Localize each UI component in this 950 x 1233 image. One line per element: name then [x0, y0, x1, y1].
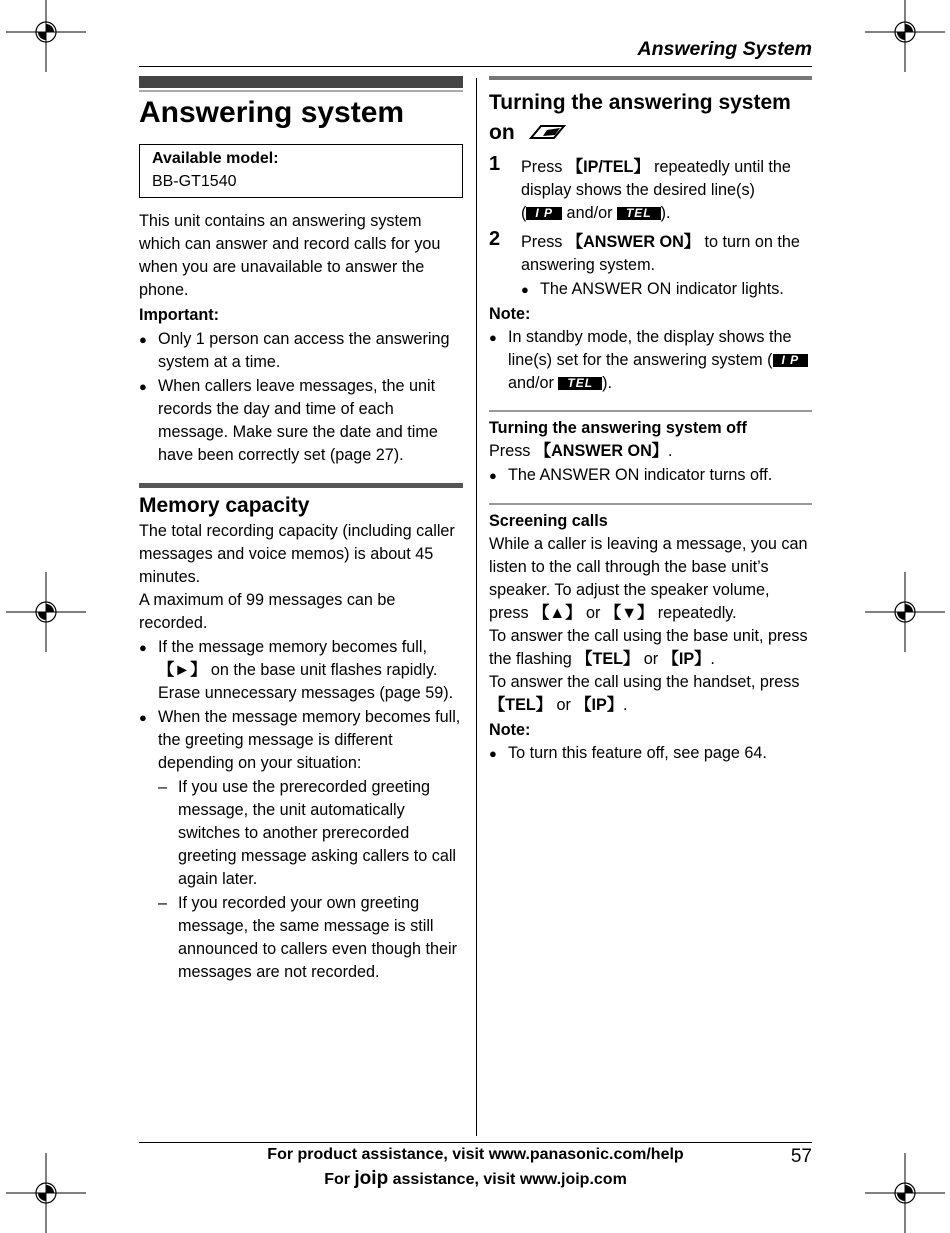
memory-heading: Memory capacity [139, 494, 310, 517]
footer-line-1: For product assistance, visit www.panasonic.com/help [267, 1146, 684, 1163]
intro-paragraph: This unit contains an answering system which can answer and record calls for you when you are unavailable to answer the phone. [139, 212, 441, 299]
page-number: 57 [790, 1146, 812, 1167]
memory-bullet-1-pre: If the message memory becomes full, [158, 638, 427, 656]
off-instruction [489, 440, 812, 463]
model-label: Available model: [152, 150, 279, 167]
step-2 [489, 228, 812, 301]
screening-dot: . [710, 650, 715, 668]
note-pre: In standby mode, the display shows the line(s) set for the answering system ( [508, 328, 792, 369]
step-1-post: repeatedly until the display shows the desired line(s) [521, 158, 791, 199]
important-item-1: ● Only 1 person can access the answering system at a time. [139, 328, 463, 374]
screening-or-3: or [551, 696, 576, 714]
handset-icon [527, 120, 567, 150]
off-rule [489, 410, 812, 412]
play-key: 【►】 [158, 661, 207, 679]
turning-on-heading-text: Turning the answering system on [489, 91, 791, 144]
registration-mark-bottom-right [865, 1153, 945, 1233]
page-title: Answering system [139, 96, 405, 129]
note-and: and/or [508, 374, 559, 392]
screening-p2-pre: To answer the call using the base unit, press the flashing [489, 627, 808, 668]
column-divider [476, 78, 477, 1136]
screening-dot-2: . [623, 696, 628, 714]
title-bar-thin [139, 90, 463, 92]
note-close: ). [602, 374, 612, 392]
available-model-box [139, 144, 463, 198]
note-2-label: Note: [489, 721, 531, 739]
note-item [489, 326, 812, 395]
step-1-and: and/or [562, 204, 617, 222]
registration-mark-top-left [6, 0, 86, 72]
memory-dash-1: – If you use the prerecorded greeting message, the unit automatically switches to another prerecorded greeting message asking callers to call again later. [139, 776, 463, 891]
memory-bullet-1 [139, 636, 463, 705]
header-rule [139, 66, 812, 67]
note-label: Note: [489, 305, 531, 323]
turning-on-heading [489, 88, 812, 150]
model-value: BB-GT1540 [152, 173, 237, 190]
screening-paragraph-1 [489, 533, 812, 625]
ip-key: 【IP】 [662, 650, 711, 668]
step-1-open: ( [521, 204, 527, 222]
registration-mark-top-right [865, 0, 945, 72]
tel-key: 【TEL】 [576, 650, 640, 668]
tel-line-icon-2: TEL [558, 377, 602, 390]
ip-line-icon: I P [526, 207, 562, 220]
footer-line-2 [139, 1168, 812, 1190]
footer-line-2-post: assistance, visit www.joip.com [388, 1171, 627, 1188]
section-header-title: Answering System [637, 38, 812, 60]
title-bar-top [139, 76, 463, 88]
screening-p1-end: repeatedly. [653, 604, 737, 622]
screening-rule [489, 503, 812, 505]
screening-or: or [581, 604, 605, 622]
memory-paragraph-2: A maximum of 99 messages can be recorded. [139, 591, 396, 632]
tel-line-icon: TEL [617, 207, 661, 220]
right-column [489, 76, 812, 765]
memory-rule [139, 483, 463, 488]
footer-rule [139, 1142, 812, 1143]
screening-paragraph-2 [489, 625, 812, 671]
registration-mark-middle-left [6, 572, 86, 652]
important-label: Important: [139, 306, 220, 324]
off-post: . [668, 442, 673, 460]
screening-heading: Screening calls [489, 512, 608, 530]
registration-mark-bottom-left [6, 1153, 86, 1233]
off-pre: Press [489, 442, 535, 460]
volume-up-key: 【▲】 [533, 604, 582, 622]
screening-paragraph-3 [489, 671, 812, 717]
screening-or-2: or [639, 650, 663, 668]
joip-logo: joip [354, 1168, 389, 1189]
step-1 [489, 153, 812, 225]
footer-line-2-pre: For [324, 1171, 355, 1188]
ip-line-icon-2: I P [773, 354, 809, 367]
step-2-number: 2 [489, 228, 501, 250]
registration-mark-middle-right [865, 572, 945, 652]
note-2-item: ● To turn this feature off, see page 64. [489, 742, 812, 765]
step-2-post: to turn on the answering system. [521, 233, 800, 274]
step-2-bullet: ● The ANSWER ON indicator lights. [521, 278, 812, 301]
step-1-number: 1 [489, 153, 501, 175]
screening-p3-pre: To answer the call using the handset, press [489, 673, 800, 691]
memory-bullet-2: ● When the message memory becomes full, the greeting message is different depending on your situation: [139, 706, 463, 775]
memory-bullet-1-post: on the base unit flashes rapidly. Erase unnecessary messages (page 59). [158, 661, 454, 702]
ip-tel-key: 【IP/TEL】 [566, 158, 650, 176]
memory-dash-2: – If you recorded your own greeting message, the same message is still announced to callers even though their messages are not recorded. [139, 892, 463, 984]
tel-key-2: 【TEL】 [489, 696, 552, 714]
answer-on-key-2: 【ANSWER ON】 [534, 442, 668, 460]
off-bullet: ● The ANSWER ON indicator turns off. [489, 464, 812, 487]
step-1-close: ). [660, 204, 671, 222]
step-2-pre: Press [521, 233, 567, 251]
screening-p1-text: While a caller is leaving a message, you can listen to the call through the base unit’s speaker. To adjust the speaker volume, press [489, 535, 808, 622]
ip-key-2: 【IP】 [575, 696, 624, 714]
memory-paragraph-1: The total recording capacity (including caller messages and voice memos) is about 45 minutes. [139, 522, 455, 586]
right-top-rule [489, 76, 812, 80]
important-item-2: ● When callers leave messages, the unit records the day and time of each message. Make sure the date and time have been correctly set (page 27). [139, 375, 463, 467]
volume-down-key: 【▼】 [604, 604, 654, 622]
answer-on-key: 【ANSWER ON】 [566, 233, 700, 251]
left-column [139, 76, 463, 984]
off-heading: Turning the answering system off [489, 419, 747, 437]
step-1-pre: Press [521, 158, 567, 176]
